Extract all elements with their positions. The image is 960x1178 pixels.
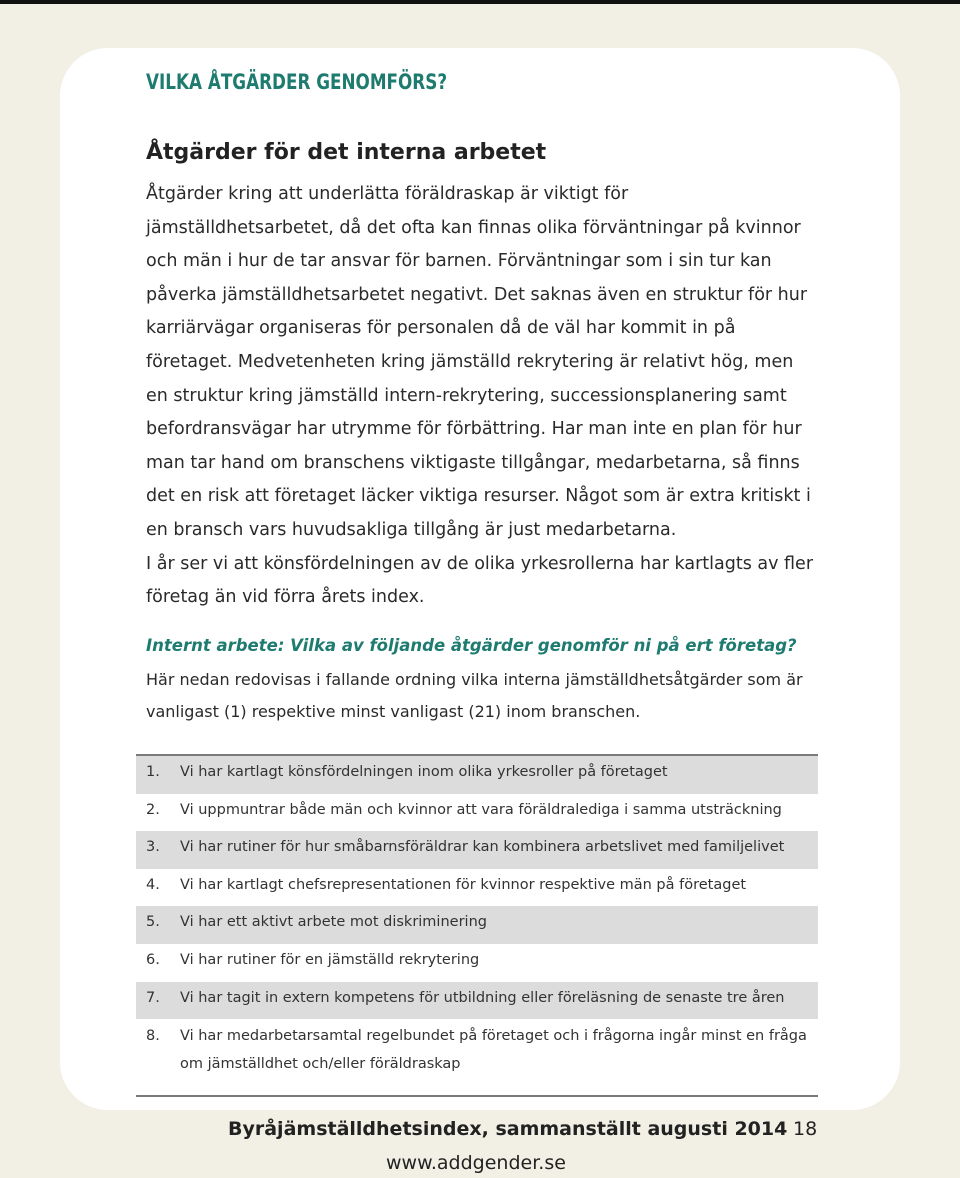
row-text: Vi har rutiner för en jämställd rekrytering	[180, 951, 480, 968]
row-text: Vi har tagit in extern kompetens för utbildning eller föreläsning de senaste tre åren	[180, 989, 785, 1006]
top-border-line	[0, 0, 960, 4]
row-text: Vi har medarbetarsamtal regelbundet på företaget och i frågorna ingår minst en fråga om jämställdhet och/eller föräldraskap	[180, 1028, 807, 1073]
row-text: Vi har kartlagt könsfördelningen inom olika yrkesroller på företaget	[180, 764, 668, 780]
question-heading: Internt arbete: Vilka av följande åtgärder genomför ni på ert företag?	[146, 636, 797, 655]
table-row	[136, 756, 818, 794]
paragraph: I år ser vi att könsfördelningen av de olika yrkesrollerna har kartlagts av fler företag än vid förra årets index.	[146, 553, 814, 608]
row-number: 4.	[146, 876, 160, 893]
row-number: 5.	[146, 914, 160, 931]
row-text: Vi uppmuntrar både män och kvinnor att vara föräldralediga i samma utsträckning	[180, 801, 782, 818]
section-title: VILKA ÅTGÄRDER GENOMFÖRS?	[146, 70, 448, 94]
table-row	[136, 831, 818, 869]
row-number: 7.	[146, 989, 160, 1006]
row-text: Vi har ett aktivt arbete mot diskriminering	[180, 914, 487, 931]
footer-title: Byråjämställdhetsindex, sammanställt augusti 2014	[228, 1118, 788, 1140]
measures-table	[136, 754, 818, 1097]
row-number: 2.	[146, 801, 160, 818]
row-number: 1.	[146, 764, 160, 780]
table-row	[136, 794, 818, 832]
row-number: 6.	[146, 951, 160, 968]
row-text: Vi har rutiner för hur småbarnsföräldrar kan kombinera arbetslivet med familjelivet	[180, 839, 785, 856]
sub-heading: Åtgärder för det interna arbetet	[146, 140, 547, 165]
page-number: 18	[793, 1118, 818, 1140]
table-row	[136, 982, 818, 1020]
table-row	[136, 1019, 818, 1095]
body-text	[146, 178, 818, 615]
row-number: 8.	[146, 1028, 160, 1045]
table-row	[136, 944, 818, 982]
footer-url[interactable]: www.addgender.se	[386, 1152, 566, 1174]
table-row	[136, 869, 818, 907]
paragraph: Åtgärder kring att underlätta föräldraskap är viktigt för jämställdhetsarbetet, då det ofta kan finnas olika förväntningar på kvinnor och män i hur de tar ansvar för barnen. Förväntningar som i sin tur kan påverka jämställdhetsarbetet negativt. Det saknas även en struktur för hur karriärvägar organiseras för personalen då de väl har kommit in på företaget. Medvetenheten kring jämställd rekrytering är relativt hög, men en struktur kring jämställd intern-rekrytering, successionsplanering samt befordransvägar har utrymme för förbättring. Har man inte en plan för hur man tar hand om branschens viktigaste tillgångar, medarbetarna, så finns det en risk att företaget läcker viktiga resurser. Något som är extra kritiskt i en bransch vars huvudsakliga tillgång är just medarbetarna.	[146, 184, 811, 540]
row-number: 3.	[146, 839, 160, 856]
table-row	[136, 906, 818, 944]
question-intro: Här nedan redovisas i fallande ordning vilka interna jämställdhetsåtgärder som är vanligast (1) respektive minst vanligast (21) inom branschen.	[146, 670, 803, 721]
row-text: Vi har kartlagt chefsrepresentationen för kvinnor respektive män på företaget	[180, 876, 747, 893]
